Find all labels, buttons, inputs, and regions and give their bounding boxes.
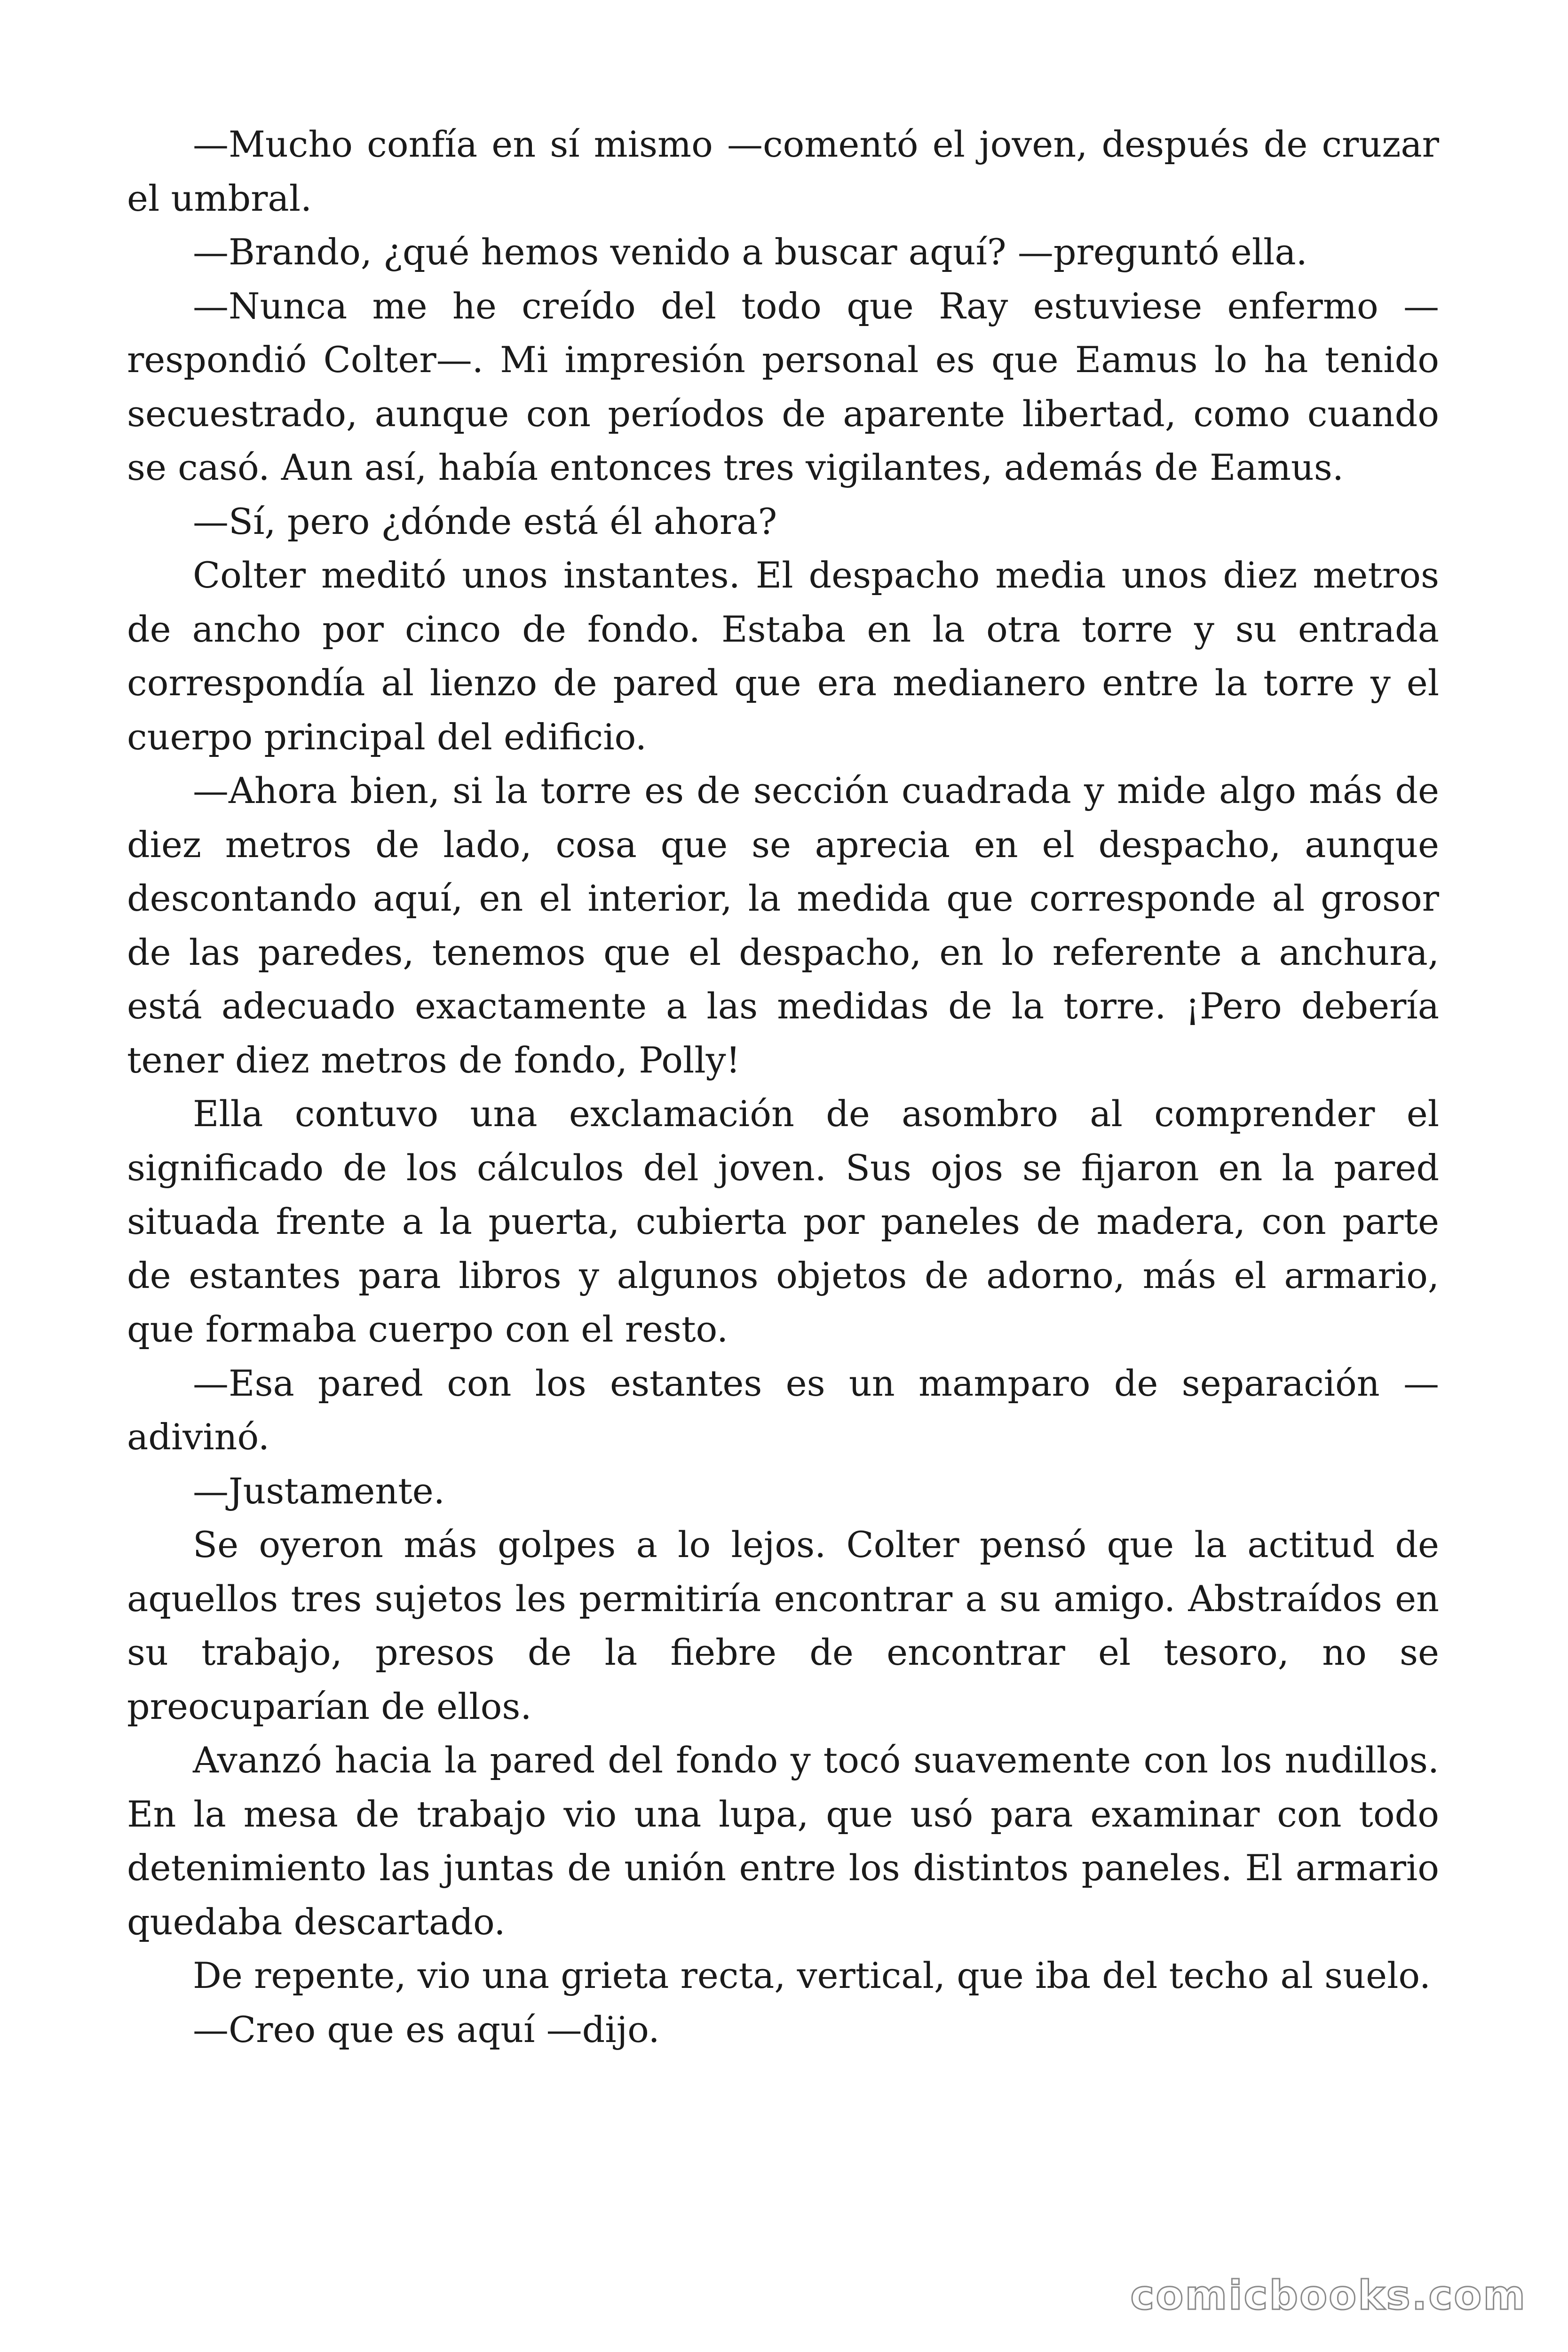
paragraph: De repente, vio una grieta recta, vertical, que iba del techo al suelo. [193, 1955, 1431, 1996]
paragraph: —Creo que es aquí —dijo. [193, 2008, 660, 2050]
paragraph: —Ahora bien, si la torre es de sección cuadrada y mide algo más de diez metros de lado, cosa que se aprecia en el despacho, aunque descontando aquí, en el interior, la medida que corresponde al grosor de las paredes, tenemos que el despacho, en lo referente a anchura, está adecuado exactamente a las medidas de la torre. ¡Pero debería tener diez metros de fondo, Polly! [127, 770, 1439, 1081]
paragraph: Se oyeron más golpes a lo lejos. Colter pensó que la actitud de aquellos tres sujetos les permitiría encontrar a su amigo. Abstraídos en su trabajo, presos de la fiebre de encontrar el tesoro, no se preocuparían de ellos. [127, 1524, 1439, 1727]
page-text [127, 118, 1439, 2057]
paragraph: —Nunca me he creído del todo que Ray estuviese enfermo —respondió Colter—. Mi impresión personal es que Eamus lo ha tenido secuestrado, aunque con períodos de aparente libertad, como cuando se casó. Aun así, había entonces tres vigilantes, además de Eamus. [127, 285, 1439, 488]
paragraph: —Mucho confía en sí mismo —comentó el joven, después de cruzar el umbral. [127, 123, 1439, 219]
watermark-text: comicbooks.com [1130, 2272, 1527, 2319]
paragraph: —Sí, pero ¿dónde está él ahora? [193, 500, 777, 542]
paragraph: Avanzó hacia la pared del fondo y tocó suavemente con los nudillos. En la mesa de trabajo vio una lupa, que usó para examinar con todo detenimiento las juntas de unión entre los distintos paneles. El armario quedaba descartado. [127, 1739, 1439, 1943]
paragraph: Colter meditó unos instantes. El despacho media unos diez metros de ancho por cinco de fondo. Estaba en la otra torre y su entrada correspondía al lienzo de pared que era medianero entre la torre y el cuerpo principal del edificio. [127, 554, 1439, 758]
paragraph: —Brando, ¿qué hemos venido a buscar aquí? —preguntó ella. [193, 231, 1307, 273]
paragraph: —Esa pared con los estantes es un mamparo de separación —adivinó. [127, 1362, 1439, 1458]
paragraph: —Justamente. [193, 1470, 445, 1512]
paragraph: Ella contuvo una exclamación de asombro al comprender el significado de los cálculos del joven. Sus ojos se fijaron en la pared situada frente a la puerta, cubierta por paneles de madera, con parte de estantes para libros y algunos objetos de adorno, más el armario, que formaba cuerpo con el resto. [127, 1093, 1439, 1350]
